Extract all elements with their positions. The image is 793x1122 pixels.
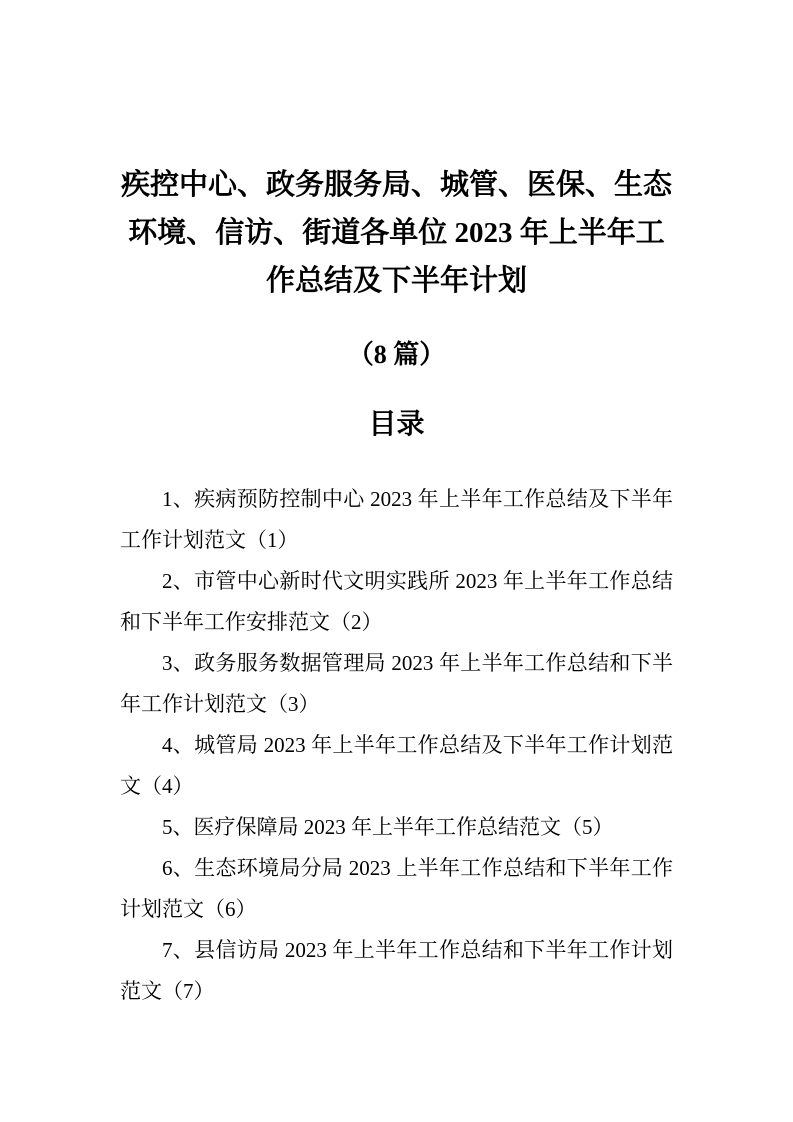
piece-count: （8 篇） bbox=[347, 340, 446, 369]
toc-item-1: 1、疾病预防控制中心 2023 年上半年工作总结及下半年工作计划范文（1） bbox=[120, 487, 673, 552]
toc-heading: 目录 bbox=[368, 409, 425, 440]
document-title: 疾控中心、政务服务局、城管、医保、生态环境、信访、街道各单位 2023 年上半年工作总结及下半年计划 bbox=[120, 169, 672, 297]
toc-item-2: 2、市管中心新时代文明实践所 2023 年上半年工作总结和下半年工作安排范文（2） bbox=[120, 569, 673, 634]
toc-item-6: 6、生态环境局分局 2023 上半年工作总结和下半年工作计划范文（6） bbox=[120, 856, 673, 921]
toc-item-4: 4、城管局 2023 年上半年工作总结及下半年工作计划范文（4） bbox=[120, 733, 673, 798]
toc-item-3: 3、政务服务数据管理局 2023 年上半年工作总结和下半年工作计划范文（3） bbox=[120, 651, 673, 716]
toc-item-5: 5、医疗保障局 2023 年上半年工作总结范文（5） bbox=[162, 815, 614, 839]
toc-item-7: 7、县信访局 2023 年上半年工作总结和下半年工作计划范文（7） bbox=[120, 938, 673, 1003]
toc-list bbox=[120, 479, 673, 1012]
